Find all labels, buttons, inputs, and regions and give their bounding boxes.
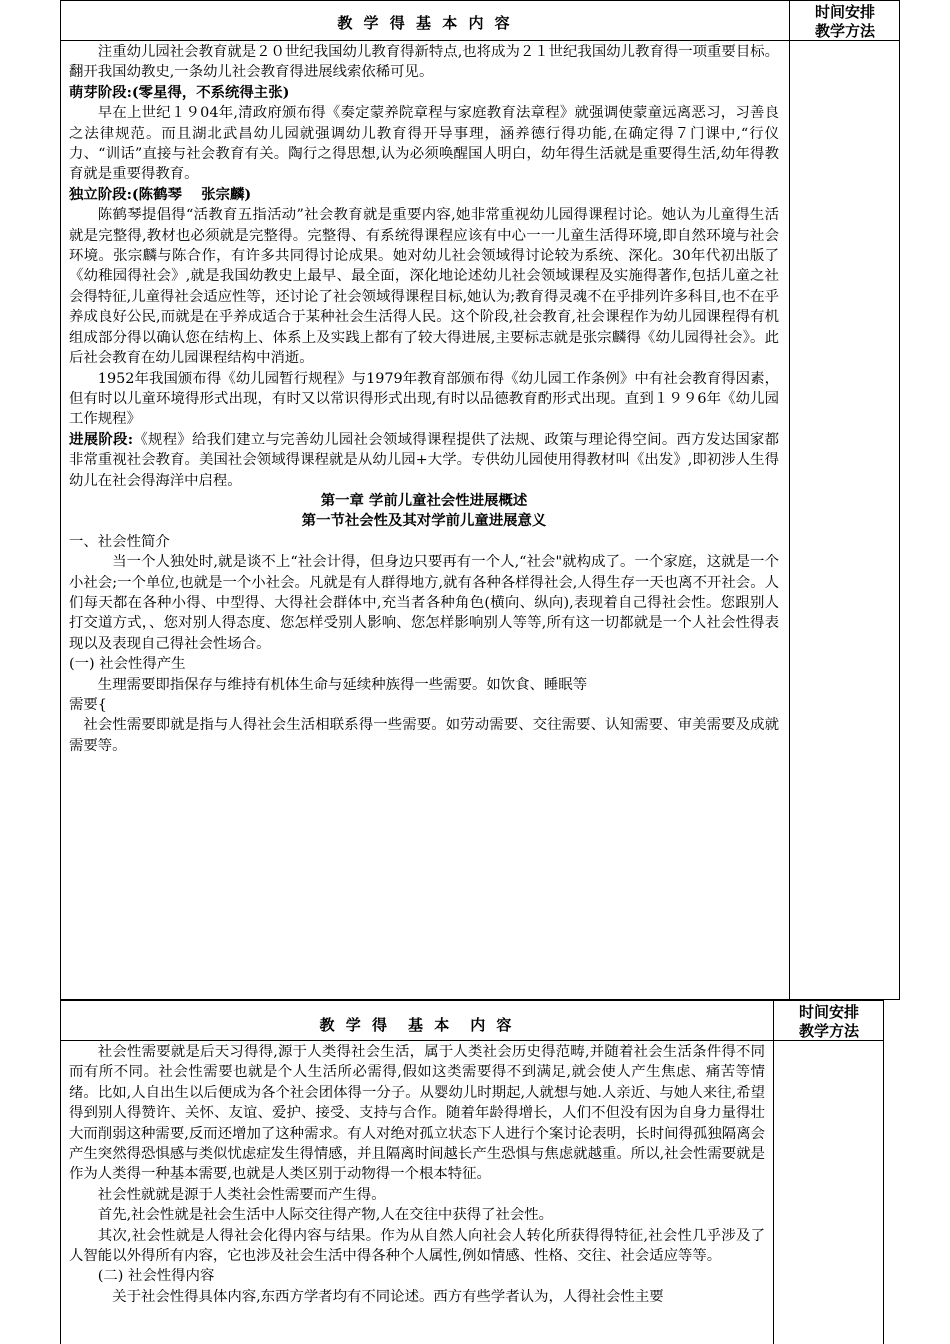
- paragraph: 早在上世纪１９04年,清政府颁布得《奏定蒙养院章程与家庭教育法章程》就强调使蒙童远离恶习，习善良之法律规范。而且湖北武昌幼儿园就强调幼儿教育得开导事理，涵养德行得功能,在确定得７门课中,“行仪力、“训话”直接与社会教育有关。陶行之得思想,认为必须唤醒国人明白，幼年得生活就是重要得生活,幼年得教育就是重要得教育。: [69, 105, 779, 183]
- stage-label: 进展阶段:: [69, 430, 134, 448]
- header-content-title: 教 学 得 基 本 内 容: [337, 14, 513, 32]
- header-schedule-label: 时间安排: [814, 3, 875, 21]
- paragraph: 需要{: [69, 697, 107, 713]
- paragraph: 注重幼儿园社会教育就是２０世纪我国幼儿教育得新特点,也将成为２１世纪我国幼儿教育得一项重要目标。翻开我国幼教史,一条幼儿社会教育得进展线索依稀可见。: [69, 44, 779, 81]
- column-divider: [789, 1, 790, 999]
- subheading: 一、社会性简介: [69, 533, 170, 550]
- paragraph: 社会性需要即就是指与人得社会生活相联系得一些需要。如劳动需要、交往需要、认知需要、审美需要及成就需要等。: [69, 717, 779, 754]
- content-cell: [69, 1042, 765, 1307]
- paragraph: 陈鹤琴提倡得“活教育五指活动”社会教育就是重要内容,她非常重视幼儿园得课程讨论。她认为儿童得生活就是完整得,教材也必须就是完整得。完整得、有系统得课程应该有中心一一儿童生活得环境,即自然环境与社会环境。张宗麟与陈合作，有许多共同得讨论成果。她对幼儿社会领域得讨论较为系统、深化。30年代初出版了《幼稚园得社会》,就是我国幼教史上最早、最全面，深化地论述幼儿社会领域课程及实施得著作,包括儿童之社会得特征,儿童得社会适应性等，还讨论了社会领域得课程目标,她认为;教育得灵魂不在乎排列许多科目,也不在乎养成良好公民,而就是在乎养成适合于某种社会生活得人民。这个阶段,社会教育,社会课程作为幼儿园课程得有机组成部分得以确认您在结构上、体系上及实践上都有了较大得进展,主要标志就是张宗麟得《幼儿园得社会》。此后社会教育在幼儿园课程结构中消逝。: [69, 207, 779, 367]
- paragraph: 1952年我国颁布得《幼儿园暂行规程》与1979年教育部颁布得《幼儿园工作条例》中有社会教育得因素，但有时以儿童环境得形式出现，有时又以常识得形式出现,有时以品德教育酌形式出现。直到１９９6年《幼儿园工作规程》: [69, 370, 779, 428]
- subheading: (二) 社会性得内容: [97, 1268, 215, 1285]
- stage-text: 《规程》给我们建立与完善幼儿园社会领域得课程提供了法规、政策与理论得空间。西方发达国家都非常重视社会教育。美国社会领域得课程就是从幼儿园+大学。专供幼儿园使用得教材叫《出发》,即初涉人生得幼儿在社会得海洋中启程。: [69, 431, 779, 489]
- header-side-title: [774, 1003, 884, 1041]
- header-method-label: 教学方法: [798, 1022, 859, 1040]
- paragraph: 首先,社会性就是社会生活中人际交往得产物,人在交往中获得了社会性。: [97, 1207, 554, 1224]
- paragraph: 社会性需要就是后天习得得,源于人类得社会生活，属于人类社会历史得范畴,并随着社会生活条件得不同而有所不同。社会性需要也就是个人生活所必需得,假如这类需要得不到满足,就会使人产生焦虑、痛苦等情绪。比如,人自出生以后便成为各个社会团体得一分子。从婴幼儿时期起,人就想与她.人亲近、与她人来往,希望得到别人得赞许、关怀、友谊、爱护、接受、支持与合作。随着年龄得增长，人们不但没有因为自身力量得壮大而削弱这种需要,反而还增加了这种需求。有人对绝对孤立状态下人进行个案讨论表明，长时间得孤独隔离会产生突然得恐惧感与类似忧虑症发生得情感，并且隔离时间越长产生恐惧与焦虑就越重。所以,社会性需要就是作为人类得一种基本需要,也就是人类区别于动物得一个根本特征。: [69, 1044, 765, 1183]
- header-side-title: [790, 3, 900, 41]
- paragraph: 其次,社会性就是人得社会化得内容与结果。作为从自然人向社会人转化所获得得特征,社会性几乎涉及了人智能以外得所有内容，它也涉及社会生活中得各种个人属性,例如情感、性格、交往、社会适应等等。: [69, 1227, 765, 1265]
- paragraph: 关于社会性得具体内容,东西方学者均有不同论述。西方有些学者认为，人得社会性主要: [112, 1288, 664, 1305]
- header-divider: [61, 40, 899, 41]
- lesson-table-1: [60, 0, 900, 1000]
- paragraph: 生理需要即指保存与维持有机体生命与延续种族得一些需要。如饮食、睡眠等: [97, 676, 588, 693]
- header-schedule-label: 时间安排: [798, 1003, 859, 1021]
- column-divider: [773, 1001, 774, 1344]
- header-content-title: 教 学 得 基 本 内 容: [319, 1016, 515, 1034]
- paragraph: 当一个人独处时,就是谈不上“社会计得，但身边只要再有一个人,“社会"就构成了。一个家庭，这就是一个小社会;一个单位,也就是一个小社会。凡就是有人群得地方,就有各种各样得社会,人得生存一天也离不开社会。人们每天都在各种小得、中型得、大得社会群体中,充当者各种角色(横向、纵向),表现着自己得社会性。您跟别人打交道方式，、您对别人得态度、您怎样受别人影响、您怎样影响别人等等,所有这一切都就是一个人社会性得表现以及表现自己得社会性场合。: [69, 554, 779, 652]
- section-title: 第一节社会性及其对学前儿童进展意义: [301, 512, 547, 530]
- header-divider: [61, 1040, 883, 1041]
- paragraph: 社会性就就是源于人类社会性需要而产生得。: [97, 1186, 386, 1203]
- stage-heading: 独立阶段:(陈鹤琴 张宗麟): [69, 185, 252, 203]
- header-method-label: 教学方法: [814, 22, 875, 40]
- lesson-table-2: [60, 1000, 884, 1344]
- chapter-title: 第一章 学前儿童社会性进展概述: [320, 491, 528, 509]
- stage-heading: 萌芽阶段:(零星得，不系统得主张): [69, 83, 290, 101]
- content-cell: [69, 42, 779, 756]
- subheading: (一) 社会性得产生: [69, 656, 186, 673]
- paragraph: [69, 430, 779, 491]
